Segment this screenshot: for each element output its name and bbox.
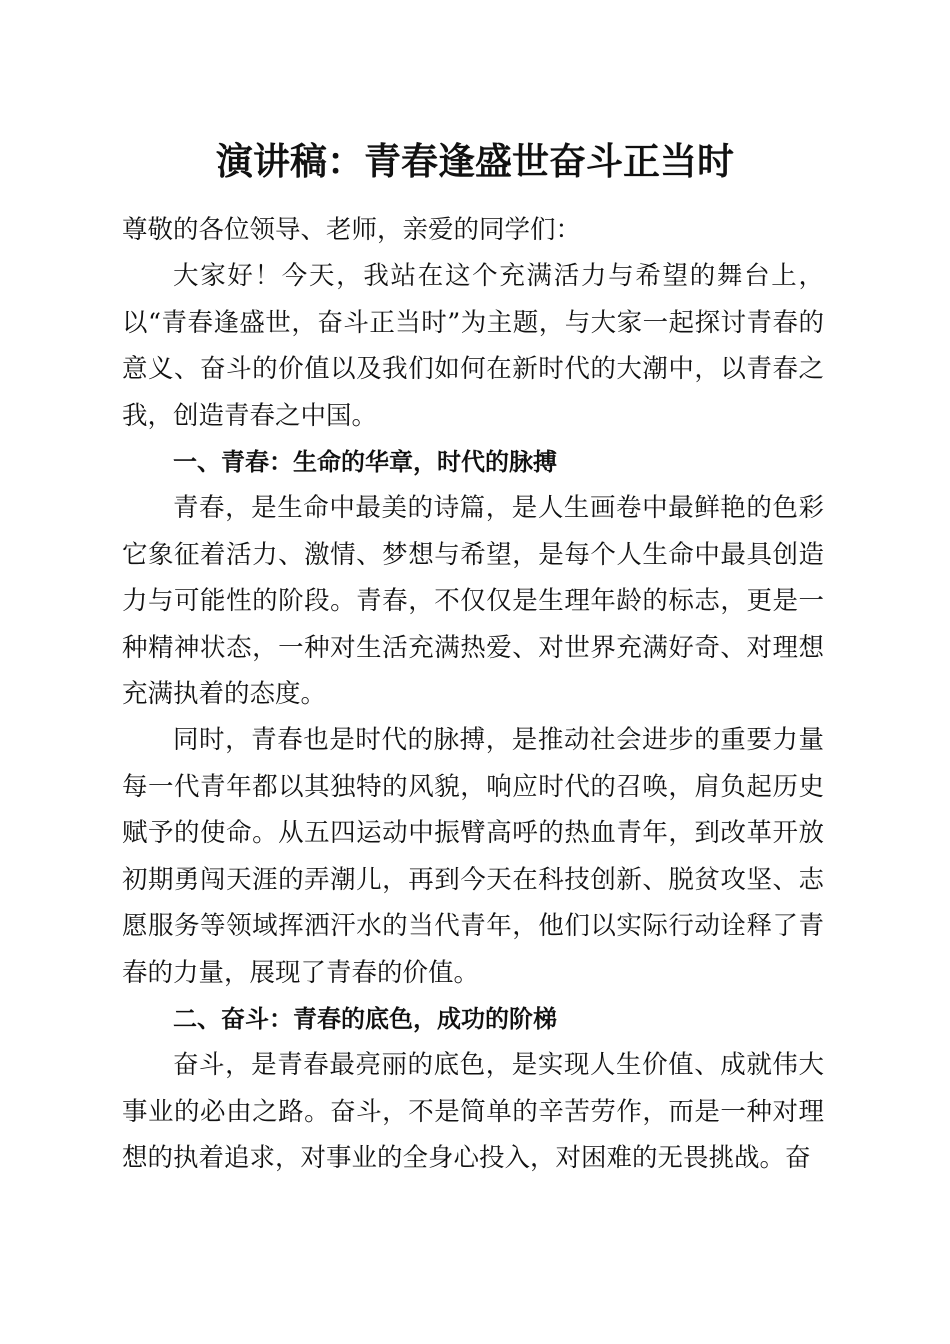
section-heading: 一、青春：生命的华章，时代的脉搏 (173, 448, 557, 477)
body-paragraph: 大家好！今天，我站在这个充满活力与希望的舞台上，以“青春逢盛世，奋斗正当时”为主题，与大家一起探讨青春的意义、奋斗的价值以及我们如何在新时代的大潮中，以青春之我，创造青春之中国。 (122, 261, 824, 431)
document-body (122, 207, 824, 1182)
body-paragraph: 奋斗，是青春最亮丽的底色，是实现人生价值、成就伟大事业的必由之路。奋斗，不是简单的辛苦劳作，而是一种对理想的执着追求，对事业的全身心投入，对困难的无畏挑战。奋 (122, 1050, 824, 1174)
greeting-paragraph: 尊敬的各位领导、老师，亲爱的同学们： (122, 215, 582, 245)
body-paragraph: 青春，是生命中最美的诗篇，是人生画卷中最鲜艳的色彩它象征着活力、激情、梦想与希望，是每个人生命中最具创造力与可能性的阶段。青春，不仅仅是生理年龄的标志，更是一种精神状态，一种对生活充满热爱、对世界充满好奇、对理想充满执着的态度。 (122, 493, 824, 710)
section-heading: 二、奋斗：青春的底色，成功的阶梯 (173, 1004, 557, 1033)
body-paragraph: 同时，青春也是时代的脉搏，是推动社会进步的重要力量每一代青年都以其独特的风貌，响应时代的召唤，肩负起历史赋予的使命。从五四运动中振臂高呼的热血青年，到改革开放初期勇闯天涯的弄潮儿，再到今天在科技创新、脱贫攻坚、志愿服务等领域挥洒汗水的当代青年，他们以实际行动诠释了青春的力量，展现了青春的价值。 (122, 725, 824, 988)
document-title: 演讲稿：青春逢盛世奋斗正当时 (216, 139, 734, 183)
